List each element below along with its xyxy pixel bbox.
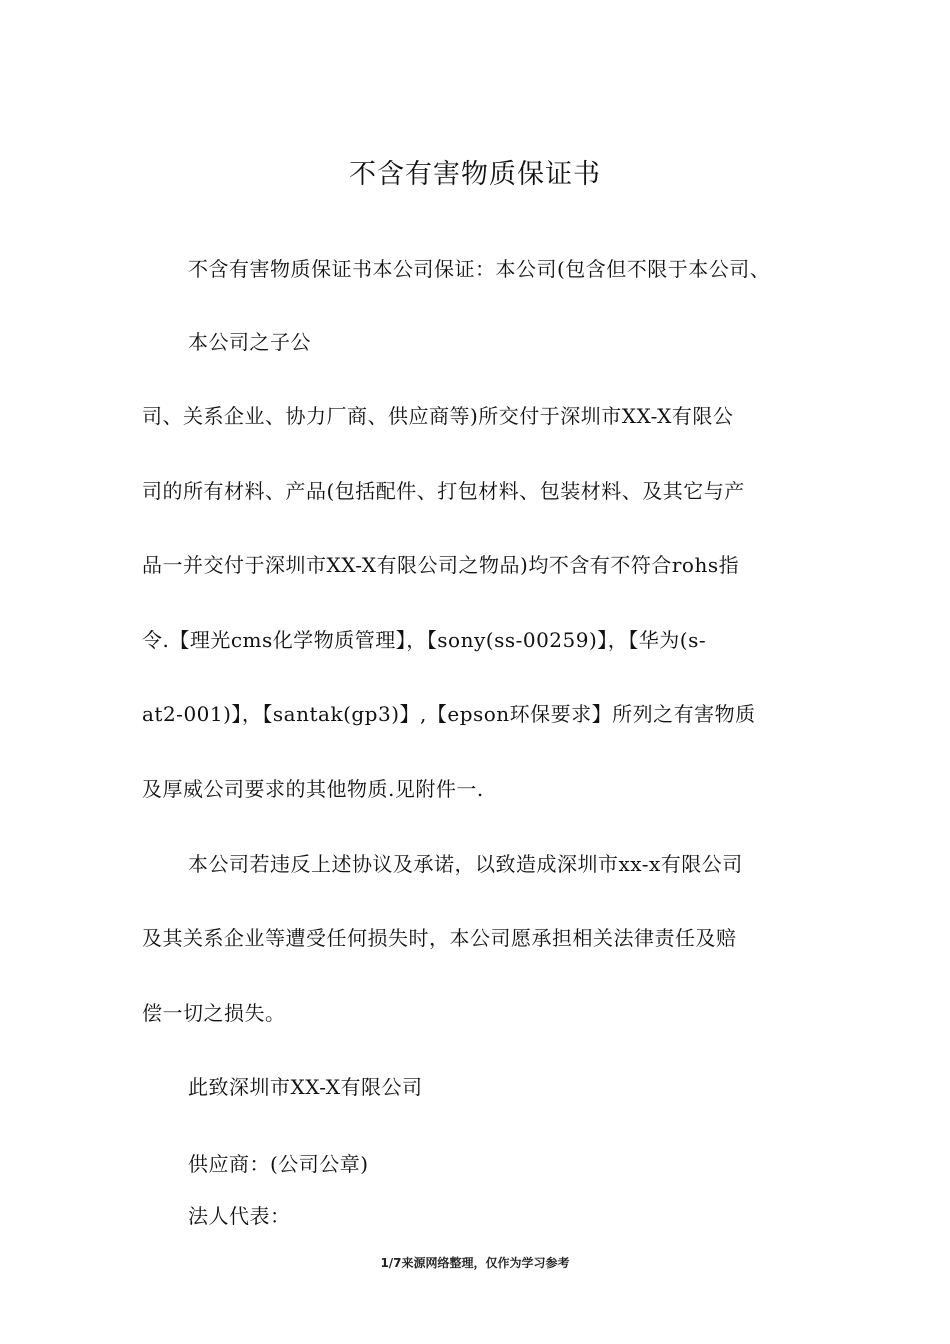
paragraph-line: at2-001)】，【santak(gp3)】,【epson环保要求】所列之有害物质 [142,702,756,726]
legal-representative-line: 法人代表： [188,1204,291,1228]
paragraph-line: 本公司之子公 [188,330,311,354]
salutation-line: 此致深圳市XX-X有限公司 [188,1075,423,1099]
page-title: 不含有害物质保证书 [349,159,601,190]
paragraph-line: 品一并交付于深圳市XX-X有限公司之物品)均不含有不符合rohs指 [142,553,740,577]
paragraph-line: 及其关系企业等遭受任何损失时，本公司愿承担相关法律责任及赔 [142,926,737,950]
paragraph-line: 司的所有材料、产品(包括配件、打包材料、包装材料、及其它与产 [142,479,745,503]
paragraph-line: 令.【理光cms化学物质管理】，【sony(ss-00259)】，【华为(s- [142,628,707,652]
paragraph-line: 司、关系企业、协力厂商、供应商等)所交付于深圳市XX-X有限公 [142,404,734,428]
paragraph-line: 不含有害物质保证书本公司保证：本公司(包含但不限于本公司、 [188,257,771,281]
paragraph-line: 及厚威公司要求的其他物质.见附件一. [142,777,484,801]
supplier-line: 供应商：(公司公章) [188,1152,369,1176]
page-footer: 1/7来源网络整理，仅作为学习参考 [380,1256,570,1270]
paragraph-line: 本公司若违反上述协议及承诺，以致造成深圳市xx-x有限公司 [188,852,743,876]
paragraph-line: 偿一切之损失。 [142,1001,286,1025]
